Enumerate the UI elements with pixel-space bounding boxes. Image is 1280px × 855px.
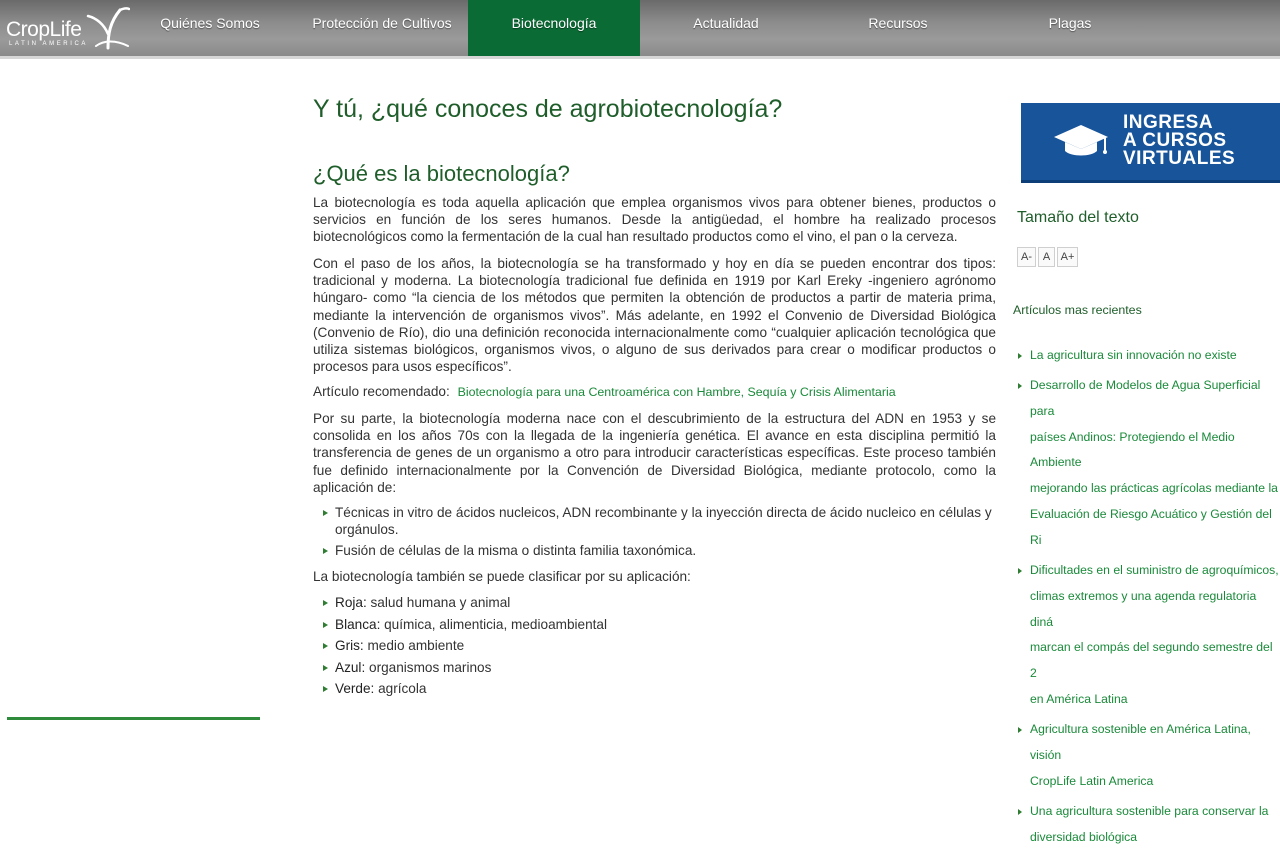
nav-actualidad[interactable]: Actualidad: [693, 15, 759, 31]
application-list: [323, 504, 996, 560]
text-size-reset-button[interactable]: A: [1038, 247, 1055, 267]
term: Azul:: [335, 659, 366, 675]
recent-article-link[interactable]: Dificultades en el suministro de agroquímicos, climas extremos y una agenda regulatoria diná marcan el compás del segundo semestre del 2 en América Latina: [1018, 558, 1280, 713]
top-navigation-bar: [0, 0, 1280, 59]
term-desc: organismos marinos: [365, 659, 492, 675]
list-item: Fusión de células de la misma o distinta familia taxonómica.: [323, 542, 996, 559]
logo-subtitle: LATIN AMERICA: [9, 41, 89, 47]
nav-proteccion-de-cultivos[interactable]: Protección de Cultivos: [312, 15, 452, 31]
logo-wordmark: CropLife: [6, 18, 82, 41]
list-item: [323, 659, 996, 676]
paragraph-classification: La biotecnología también se puede clasificar por su aplicación:: [313, 569, 691, 584]
nav-quienes-somos[interactable]: Quiénes Somos: [160, 15, 260, 31]
page-title: Y tú, ¿qué conoces de agrobiotecnología?: [313, 95, 783, 123]
list-item: [323, 680, 996, 697]
text-size-decrease-button[interactable]: A-: [1017, 247, 1036, 267]
list-item: [323, 637, 996, 654]
nav-recursos[interactable]: Recursos: [868, 15, 928, 31]
nav-biotecnologia[interactable]: Biotecnología: [468, 0, 640, 56]
list-item: [323, 594, 996, 611]
term: Roja:: [335, 595, 367, 610]
recent-article-link[interactable]: Agricultura sostenible en América Latina, visión CropLife Latin America: [1018, 717, 1280, 794]
text-size-title: Tamaño del texto: [1017, 209, 1139, 226]
croplife-logo[interactable]: [6, 4, 130, 50]
recent-article-link[interactable]: La agricultura sin innovación no existe: [1018, 343, 1280, 369]
term: Blanca:: [335, 616, 381, 632]
recommended-label: Artículo recomendado:: [313, 384, 450, 399]
list-item: [323, 616, 996, 633]
recent-article-link[interactable]: Desarrollo de Modelos de Agua Superficial para países Andinos: Protegiendo el Medio Ambiente mejorando las prácticas agrícolas mediante la Evaluación de Riesgo Acuático y Gestión del Ri: [1018, 373, 1280, 554]
graduation-cap-icon: [1053, 123, 1109, 159]
banner-text: INGRESA A CURSOS VIRTUALES: [1123, 112, 1236, 169]
term-desc: medio ambiente: [363, 638, 465, 653]
term-desc: agrícola: [374, 681, 427, 696]
paragraph-modern: Por su parte, la biotecnología moderna nace con el descubrimiento de la estructura del ADN en 1953 y se consolida en los años 70s con la llegada de la ingeniería genética. El avance en esta disciplina permitió la transferencia de genes de un organismo a otro para introducir características específicas. Este proceso también fue definido internacionalmente por la Convención de Diversidad Biológica, mediante protocolo, como la aplicación de:: [313, 411, 996, 495]
classification-list: [323, 594, 996, 697]
nav-plagas[interactable]: Plagas: [1048, 15, 1092, 31]
term-desc: química, alimenticia, medioambiental: [380, 616, 608, 632]
recommended-article: [313, 384, 896, 399]
paragraph-history: Con el paso de los años, la biotecnología se ha transformado y hoy en día se pueden encontrar dos tipos: tradicional y moderna. La biotecnología tradicional fue definida en 1919 por Karl Ereky -ingeniero agrónomo húngaro- como “la ciencia de los métodos que permiten la obtención de productos a partir de materia prima, mediante la intervención de organismos vivos”. Más adelante, en 1992 el Convenio de Diversidad Biológica (Convenio de Río), dio una definición reconocida internacionalmente como “cualquier aplicación tecnológica que utiliza sistemas biológicos, organismos vivos, o alguno de sus derivados para crear o modificar productos o procesos para usos específicos”.: [313, 256, 996, 375]
text-size-increase-button[interactable]: A+: [1057, 247, 1078, 267]
term: Verde:: [335, 681, 375, 696]
term: Gris:: [335, 638, 364, 653]
paragraph-intro: La biotecnología es toda aquella aplicación que emplea organismos vivos para obtener bienes, productos o servicios en función de los seres humanos. Desde la antigüedad, el hombre ha realizado procesos biotecnológicos como la fermentación de la cual han resultado productos como el vino, el pan o la cerveza.: [313, 195, 996, 245]
section-title: ¿Qué es la biotecnología?: [313, 161, 570, 186]
recent-articles-list: [1018, 343, 1280, 855]
recent-articles-title: Artículos mas recientes: [1013, 303, 1142, 317]
recommended-article-link[interactable]: Biotecnología para una Centroamérica con Hambre, Sequía y Crisis Alimentaria: [457, 385, 896, 399]
list-item: Técnicas in vitro de ácidos nucleicos, ADN recombinante y la inyección directa de ácido nucleico en células y orgánulos.: [323, 504, 996, 538]
term-desc: salud humana y animal: [366, 595, 511, 610]
virtual-courses-banner[interactable]: [1021, 103, 1280, 183]
recent-article-link[interactable]: Una agricultura sostenible para conservar la diversidad biológica: [1018, 799, 1280, 851]
